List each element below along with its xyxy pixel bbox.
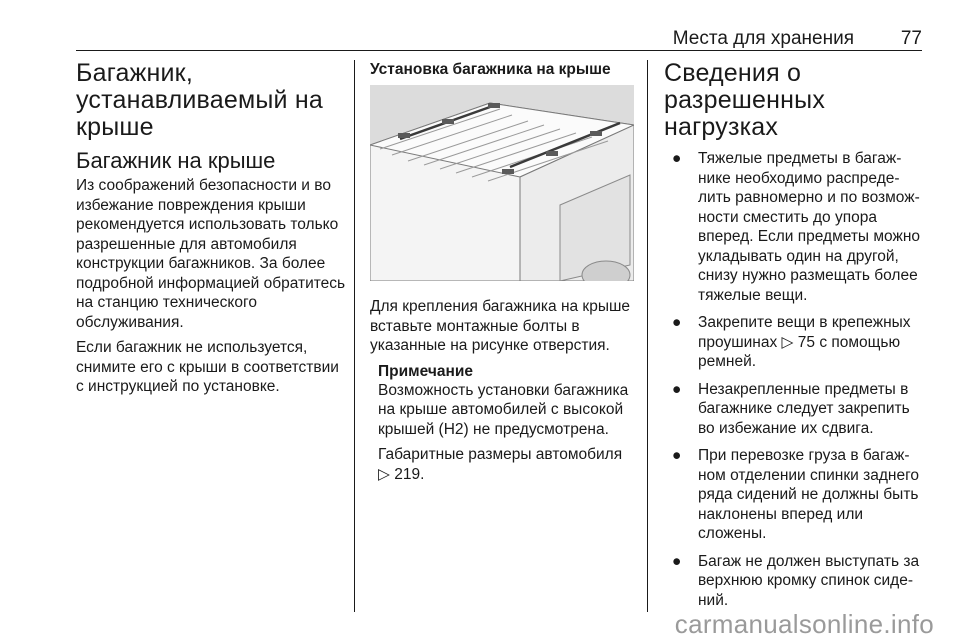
arrow-ref-icon[interactable]: ▷ [781, 333, 794, 351]
subsection-heading: Багажник на крыше [76, 148, 276, 173]
bullet-icon: ● [672, 447, 682, 464]
column-divider [354, 60, 355, 612]
list-item: ● Тяжелые предметы в багажнике необходимо распределить равномерно и по возможности сместить до упора вперед. Если предметы можно укладывать один на другой, снизу нужно размещать более тяжелые вещи. [672, 150, 921, 304]
column-installation [370, 60, 634, 490]
paragraph: Для крепления багажника на крыше вставьте монтажные болты в указанные на рисунке отверстия. [370, 298, 631, 354]
section-heading: Сведения о разрешенных нагрузках [664, 59, 826, 141]
note-text: Возможность установки багажника на крыше автомобилей с высокой крышей (H2) не предусмотрена. [378, 381, 629, 438]
bullet-icon: ● [672, 552, 682, 570]
list-item: ● Багаж не должен выступать за верхнюю кромку спинок сидений. [672, 552, 920, 609]
column-roof-rack [76, 60, 348, 403]
bullet-icon: ● [672, 314, 682, 331]
note-box [378, 362, 634, 485]
page-reference: 219. [394, 465, 425, 483]
list-item: ● При перевозке груза в багажном отделении спинки заднего ряда сидений не должны быть наклонены вперед или сложены. [672, 447, 919, 542]
van-roof-illustration [370, 85, 634, 281]
page-header [76, 28, 922, 51]
dimensions-text: Габаритные размеры автомобиля [378, 446, 623, 463]
watermark: carmanualsonline.info [674, 609, 934, 639]
arrow-ref-icon[interactable]: ▷ [378, 465, 390, 483]
page-number: 77 [900, 28, 922, 49]
bullet-icon: ● [672, 150, 682, 167]
roof-rack-illustration [370, 85, 634, 281]
header-title: Места для хранения [672, 28, 854, 49]
paragraph: Из соображений безопасности и во избежание повреждения крыши рекомендуется использовать только разрешенные для автомобиля конструкции багажников. За более подробной информацией обратитесь на станцию технического обслуживания. [76, 177, 346, 331]
section-heading: Багажник, устанавливаемый на крыше [76, 59, 323, 141]
list-item: ● Незакрепленные предметы в багажнике следует закрепить во избежание их сдвига. [672, 380, 910, 437]
bullet-list [664, 149, 926, 610]
paragraph: Если багажник не используется, снимите его с крыши в соответствии с инструкцией по установке. [76, 339, 339, 395]
column-divider [647, 60, 648, 612]
bullet-icon: ● [672, 380, 682, 398]
note-heading: Примечание [378, 362, 473, 380]
list-item: ● Закрепите вещи в крепежных проушинах ▷ 75 с помощью ремней. [672, 314, 911, 370]
column-load-info [664, 60, 926, 618]
dimensions-paragraph [378, 445, 634, 484]
page-reference: 75 с помощью ремней. [698, 333, 901, 370]
section-heading: Установка багажника на крыше [370, 61, 611, 78]
